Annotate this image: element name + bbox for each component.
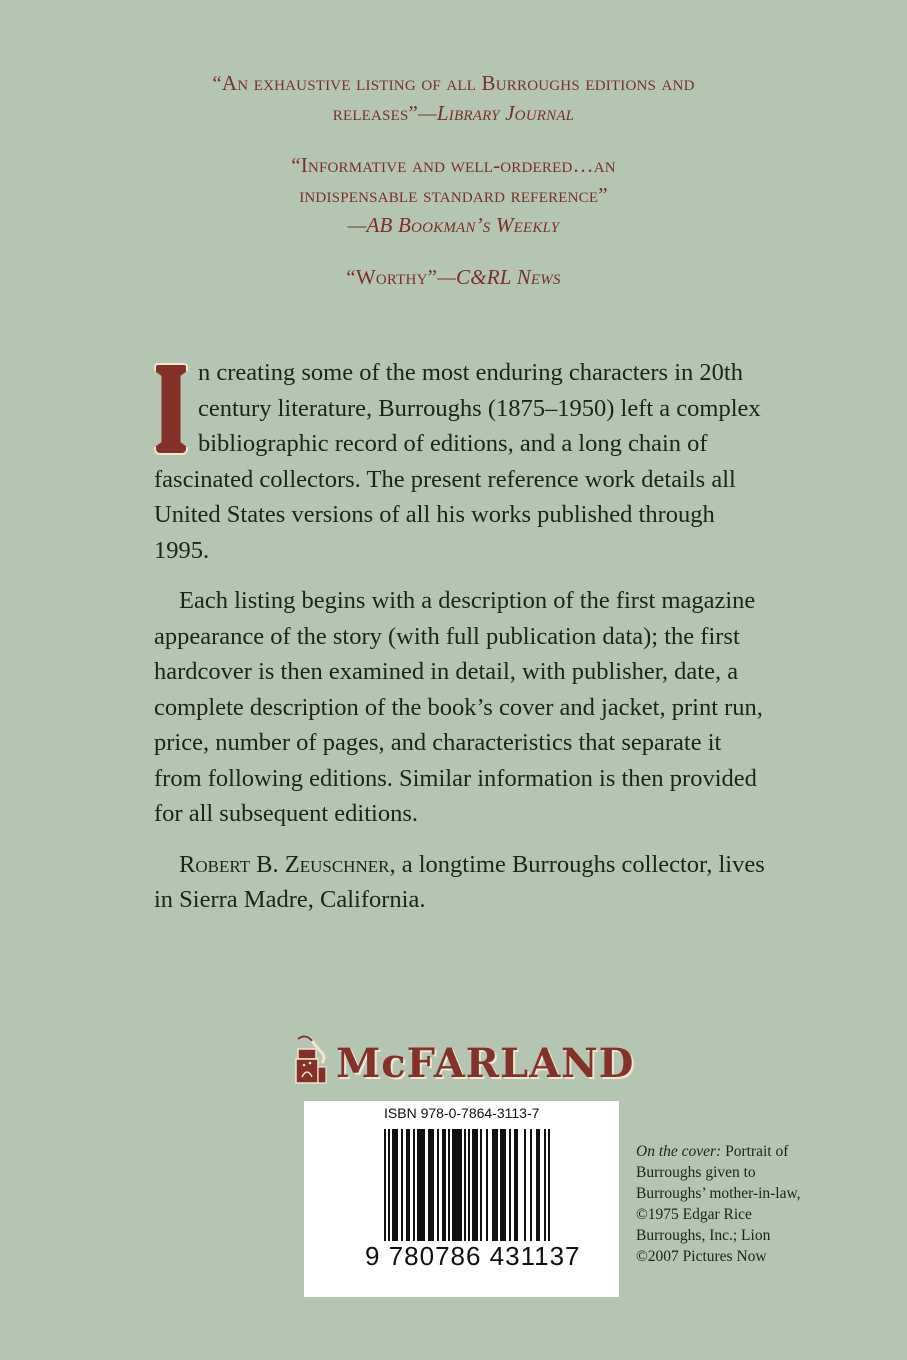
ean-digits: [364, 1241, 582, 1272]
quote-source: —Library Journal: [418, 101, 575, 125]
drop-cap: [154, 363, 188, 455]
author-paragraph: [154, 847, 774, 918]
review-quotes: [0, 68, 907, 314]
intro-paragraph: [154, 355, 774, 568]
quote-source: —C&RL News: [437, 265, 561, 289]
quote-library-journal: [159, 68, 749, 128]
cover-credit-text: Portrait of Burroughs given to Burroughs’ mother-in-law, ©1975 Edgar Rice Burroughs, Inc.; Lion ©2007 Pictures Now: [636, 1143, 801, 1265]
listing-paragraph: Each listing begins with a description of the first magazine appearance of the story (with full publication data); the first hardcover is then examined in detail, with publisher, date, a complete description of the book’s cover and jacket, print run, price, number of pages, and characteristics that separate it from following editions. Similar information is then provided for all subsequent editions.: [154, 587, 763, 827]
quote-ab-bookman: [244, 150, 664, 240]
cover-credit: [636, 1141, 806, 1267]
quote-text: “Informative and well-ordered…an indispensable standard reference”: [291, 153, 616, 207]
publisher-name: McFARLAND: [336, 1039, 635, 1087]
author-bio: , a longtime Burroughs collector, lives in Sierra Madre, California.: [154, 850, 765, 913]
isbn-barcode: [304, 1101, 619, 1297]
quote-source: —AB Bookman’s Weekly: [347, 213, 560, 237]
isbn-label: ISBN 978-0-7864-3113-7: [384, 1105, 540, 1121]
description: [154, 355, 774, 933]
quote-text: “An exhaustive listing of all Burroughs editions and releases”: [212, 71, 695, 125]
quote-crl-news: [0, 262, 907, 292]
author-name: Robert B. Zeuschner: [179, 850, 390, 878]
lantern-icon: [292, 1035, 332, 1091]
intro-text: n creating some of the most enduring characters in 20th century literature, Burroughs (1875–1950) left a complex bibliographic record of editions, and a long chain of fascinated collectors. The present reference work details all United States versions of all his works published through 1995.: [154, 359, 761, 564]
publisher-logo: [292, 1034, 634, 1092]
quote-text: “Worthy”: [346, 265, 438, 289]
cover-credit-lead: On the cover:: [636, 1143, 722, 1160]
ean-number: 9 780786 431137: [365, 1241, 581, 1271]
